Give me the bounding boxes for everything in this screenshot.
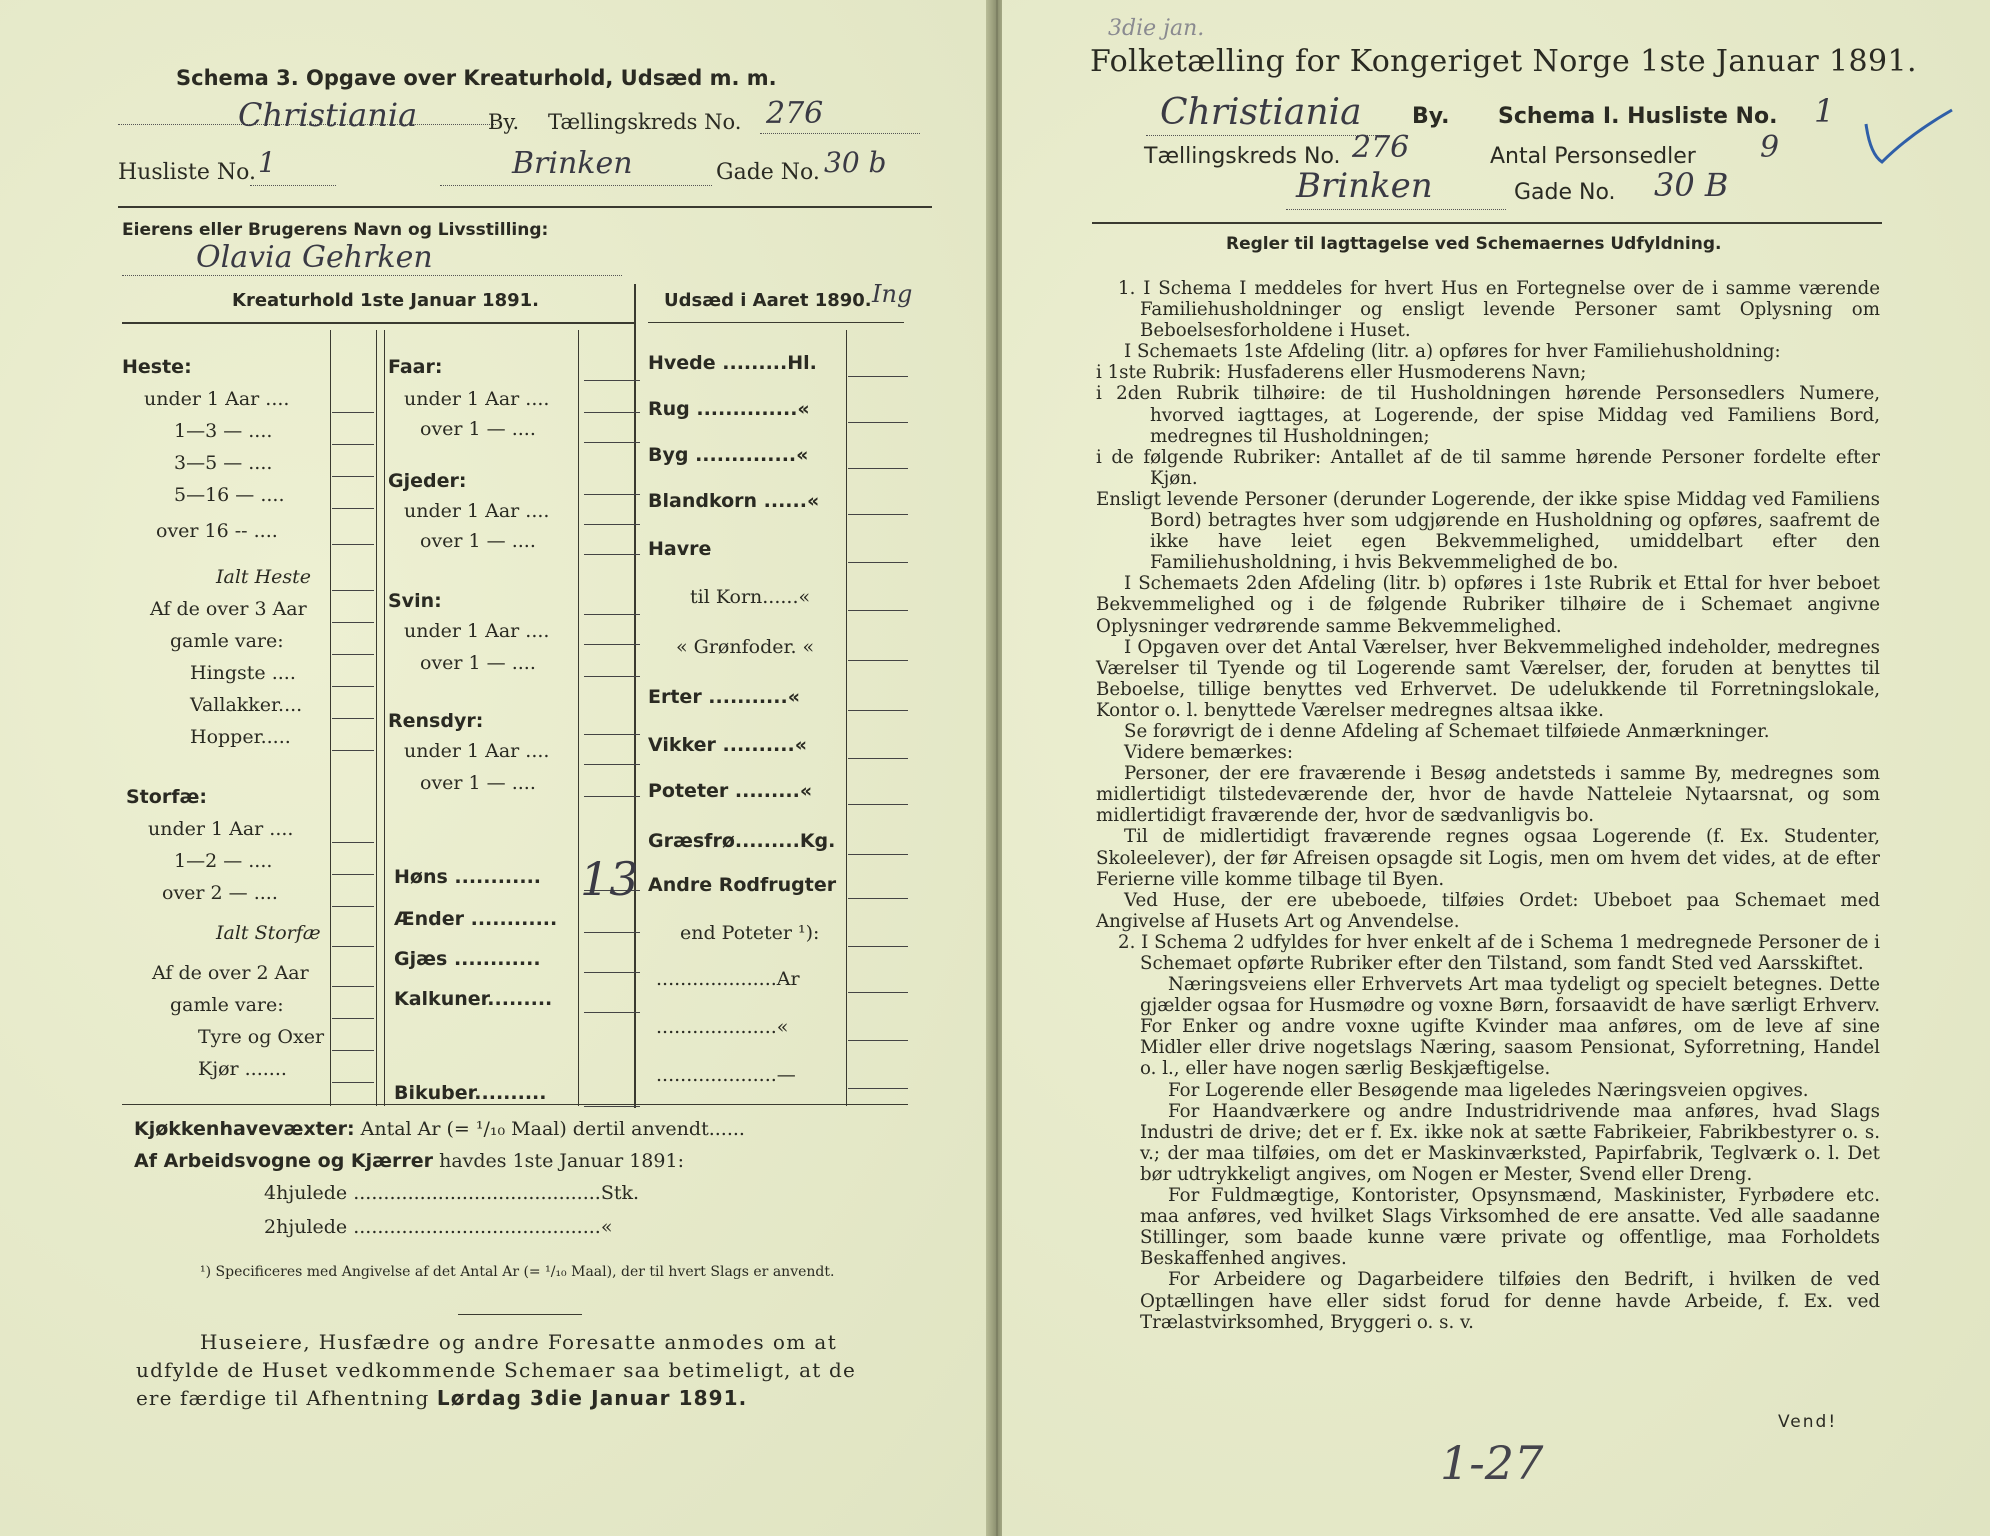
section-divider <box>634 284 636 1108</box>
rule-1b: i 1ste Rubrik: Husfaderens eller Husmoderens Navn; <box>1096 362 1587 384</box>
seed-rule <box>648 322 904 323</box>
col2-row-0: Faar: <box>388 356 443 378</box>
col1-entry-line-6 <box>332 590 374 591</box>
livestock-rule <box>122 322 634 324</box>
col3-entry-line-3 <box>848 514 908 515</box>
rule-1d: i de følgende Rubriker: Antallet af de til samme hørende Personer fordelte efter Kjøn. <box>1096 446 1880 489</box>
col1-row-18: gamle vare: <box>170 994 284 1016</box>
rule-1: 1. I Schema I meddeles for hvert Hus en Fortegnelse over de i samme værende Familiehusholdninger og ensligt levende Personer samt Oplysning om Beboelsesforholdene i Huset. <box>1118 278 1880 342</box>
right-kreds-value: 276 <box>1352 130 1410 165</box>
right-by-line <box>1146 134 1386 136</box>
bottom-pencil-note: 1-27 <box>1440 1436 1544 1490</box>
right-schema-label: Schema I. Husliste No. <box>1498 104 1778 129</box>
col3-row-5: til Korn......« <box>690 586 811 608</box>
rule-2e: For Arbeidere og Dagarbeidere tilføies den Bedrift, i hvilken de ved Optællingen have eller sidst forud for denne havde Arbeide, f. Ex. ved Trælastvirksomhed, Bryggeri o. s. v. <box>1140 1269 1880 1333</box>
col1-vline-a <box>330 330 331 1106</box>
col3-row-4: Havre <box>648 538 712 560</box>
vend-label: Vend! <box>1778 1412 1838 1432</box>
col2-entry-line-2 <box>584 442 640 443</box>
header-rule <box>118 206 932 208</box>
col3-entry-line-8 <box>848 758 908 759</box>
right-title: Folketælling for Kongeriget Norge 1ste Januar 1891. <box>1090 44 1917 79</box>
col1-entry-line-7 <box>332 622 374 623</box>
col2-row-5: over 1 — .... <box>420 530 536 552</box>
col1-entry-line-3 <box>332 476 374 477</box>
rules-title: Regler til Iagttagelse ved Schemaernes Udfyldning. <box>1226 234 1722 254</box>
col1-entry-line-2 <box>332 444 374 445</box>
col2-entry-line-8 <box>584 676 640 677</box>
left-gade-no-value: 30 b <box>824 146 887 179</box>
col2-row-3: Gjeder: <box>388 470 467 492</box>
kitchen-label: Kjøkkenhavevæxter: <box>134 1118 355 1140</box>
right-gade-line <box>1286 208 1506 210</box>
col3-entry-line-12 <box>848 946 908 947</box>
col1-entry-line-1 <box>332 412 374 413</box>
rule-2: 2. I Schema 2 udfyldes for hver enkelt af de i Schema 1 medregnede Personer de i Schemaet opførte Rubriker efter den Tilstand, som fandt Sted ved Aarsskiftet. <box>1118 931 1880 974</box>
owner-value: Olavia Gehrken <box>196 240 433 275</box>
col1-entry-line-9 <box>332 686 374 687</box>
checkmark-icon <box>1860 104 1956 168</box>
col2-entry-line-11 <box>584 796 640 797</box>
right-header-rule <box>1092 222 1882 224</box>
wagons-row <box>134 1150 684 1172</box>
col1-row-11: Hopper..... <box>190 726 291 748</box>
right-personsedler-label: Antal Personsedler <box>1490 144 1696 169</box>
left-kreds-label: Tællingskreds No. <box>548 110 742 134</box>
col3-entry-line-5 <box>848 610 908 611</box>
col1-row-2: 1—3 — .... <box>174 420 273 442</box>
col1-row-15: over 2 — .... <box>162 882 278 904</box>
col1-entry-line-4 <box>332 508 374 509</box>
col2-row-1: under 1 Aar .... <box>404 388 550 410</box>
col3-entry-line-0 <box>848 376 908 377</box>
col2-entry-line-0 <box>584 380 640 381</box>
rule-1f: I Schemaets 2den Afdeling (litr. b) opføres i 1ste Rubrik et Ettal for hver beboet Bekvemmelighed og i de følgende Rubriker tilhøire de i Schemaet angivne Oplysninger vedrørende samme Bekvemmelighed. <box>1096 573 1880 637</box>
col1-entry-line-11 <box>332 750 374 751</box>
seed-header: Udsæd i Aaret 1890. <box>664 290 872 311</box>
col1-entry-line-18 <box>332 1018 374 1019</box>
col2-entry-line-9 <box>584 734 640 735</box>
hens-count: 13 <box>580 852 639 906</box>
four-wheel-row: 4hjulede .........................................Stk. <box>264 1182 640 1204</box>
right-gade-value: Brinken <box>1296 166 1433 206</box>
col3-row-14: ....................« <box>656 1016 789 1038</box>
col2-entry-line-16 <box>584 1106 640 1107</box>
rule-1i: Videre bemærkes: <box>1124 742 1293 764</box>
col1-row-20: Kjør ....... <box>198 1058 287 1080</box>
col2-row-7: under 1 Aar .... <box>404 620 550 642</box>
kitchen-row <box>134 1118 745 1140</box>
rule-1a: I Schemaets 1ste Afdeling (litr. a) opføres for hver Familiehusholdning: <box>1124 341 1781 363</box>
col1-row-10: Vallakker.... <box>190 694 303 716</box>
col1-row-14: 1—2 — .... <box>174 850 273 872</box>
col1-vline-b <box>376 330 377 1106</box>
col1-entry-line-19 <box>332 1050 374 1051</box>
col3-row-11: Andre Rodfrugter <box>648 874 837 896</box>
rule-1c: i 2den Rubrik tilhøire: de til Husholdningen hørende Personsedlers Numere, hvorved iagttages, at Logerende, der spise Middag ved Familiens Bord, medregnes til Husholdningen; <box>1096 383 1880 447</box>
col1-row-9: Hingste .... <box>190 662 296 684</box>
col3-row-7: Erter ...........« <box>648 686 800 708</box>
col3-entry-line-1 <box>848 422 908 423</box>
col2-vline-b <box>578 330 579 1106</box>
closing-line-2: udfylde de Huset vedkommende Schemaer saa betimeligt, at de <box>136 1358 857 1382</box>
col2-row-4: under 1 Aar .... <box>404 500 550 522</box>
wagons-text: havdes 1ste Januar 1891: <box>439 1150 684 1172</box>
col1-entry-line-16 <box>332 946 374 947</box>
rule-1h: Se forøvrigt de i denne Afdeling af Schemaet tilføiede Anmærkninger. <box>1124 720 1770 742</box>
left-kreds-value: 276 <box>766 96 824 131</box>
col1-entry-line-14 <box>332 874 374 875</box>
col3-row-6: « Grønfoder. « <box>676 636 815 658</box>
col3-entry-line-11 <box>848 898 908 899</box>
left-husliste-value: 1 <box>258 146 276 179</box>
right-kreds-label: Tællingskreds No. <box>1144 144 1341 169</box>
right-gade-label: Gade No. <box>1514 180 1616 205</box>
col1-entry-line-20 <box>332 1082 374 1083</box>
col3-row-12: end Poteter ¹): <box>680 922 820 944</box>
col1-entry-line-13 <box>332 842 374 843</box>
col3-row-13: ....................Ar <box>656 968 800 990</box>
owner-line <box>122 274 622 276</box>
right-gade-no-value: 30 B <box>1654 166 1729 204</box>
closing-line-3a: ere færdige til Afhentning <box>136 1386 430 1410</box>
closing-line-3 <box>136 1386 747 1410</box>
col1-row-12: Storfæ: <box>126 786 207 808</box>
col3-entry-line-7 <box>848 710 908 711</box>
left-husliste-label: Husliste No. <box>118 160 256 185</box>
left-gade-label: Gade No. <box>716 160 820 185</box>
col1-row-8: gamle vare: <box>170 630 284 652</box>
col1-row-19: Tyre og Oxer <box>198 1026 325 1048</box>
col2-row-16: Bikuber.......... <box>394 1082 547 1104</box>
col1-row-7: Af de over 3 Aar <box>150 598 307 620</box>
col1-row-17: Af de over 2 Aar <box>152 962 309 984</box>
col3-entry-line-10 <box>848 854 908 855</box>
wagons-label: Af Arbeidsvogne og Kjærrer <box>134 1150 434 1172</box>
col3-entry-line-15 <box>848 1088 908 1089</box>
col3-row-3: Blandkorn ......« <box>648 490 820 512</box>
col3-row-15: ....................— <box>656 1064 796 1086</box>
col1-row-4: 5—16 — .... <box>174 484 285 506</box>
col2-row-9: Rensdyr: <box>388 710 484 732</box>
closing-line-3b: Lørdag 3die Januar 1891. <box>436 1386 748 1410</box>
livestock-header: Kreaturhold 1ste Januar 1891. <box>232 290 539 311</box>
col2-vline-a <box>384 330 385 1106</box>
col2-entry-line-10 <box>584 764 640 765</box>
left-title: Schema 3. Opgave over Kreaturhold, Udsæd m. m. <box>176 66 777 90</box>
col2-row-6: Svin: <box>388 590 442 612</box>
col2-row-2: over 1 — .... <box>420 418 536 440</box>
col3-row-0: Hvede .........Hl. <box>648 352 817 374</box>
col2-row-10: under 1 Aar .... <box>404 740 550 762</box>
footnote: ¹) Specificeres med Angivelse af det Antal Ar (= ¹/₁₀ Maal), der til hvert Slags er anvendt. <box>200 1264 835 1280</box>
left-by-value: Christiania <box>238 96 418 134</box>
col2-entry-line-14 <box>584 972 640 973</box>
rule-1g: I Opgaven over det Antal Værelser, hver Bekvemmelighed indeholder, medregnes Værelser til Tyende og til Logerende samt Værelser, der, foruden at benyttes til Beboelse, tillige benyttes ved Erhvervet. De udelukkende til Forretningslokale, Kontor o. l. benyttede Værelser medregnes altsaa ikke. <box>1096 636 1880 721</box>
pencil-date-note: 3die jan. <box>1108 16 1205 41</box>
rule-1k: Til de midlertidigt fraværende regnes ogsaa Logerende (f. Ex. Studenter, Skoleelever), der før Afreisen opsagde sit Logis, men om hvem det vides, at de efter Ferierne ville komme tilbage til Byen. <box>1096 826 1880 890</box>
col3-entry-line-4 <box>848 562 908 563</box>
col3-entry-line-13 <box>848 992 908 993</box>
col2-entry-line-13 <box>584 932 640 933</box>
col3-row-1: Rug ..............« <box>648 398 810 420</box>
col1-entry-line-8 <box>332 654 374 655</box>
col2-row-15: Kalkuner......... <box>394 988 553 1010</box>
col2-row-13: Ænder ............ <box>394 908 558 930</box>
col1-row-13: under 1 Aar .... <box>148 818 294 840</box>
right-personsedler-value: 9 <box>1760 130 1780 165</box>
col1-entry-line-17 <box>332 986 374 987</box>
col3-entry-line-6 <box>848 660 908 661</box>
col2-entry-line-15 <box>584 1012 640 1013</box>
owner-label: Eierens eller Brugerens Navn og Livsstilling: <box>122 220 549 240</box>
closing-line-1: Huseiere, Husfædre og andre Foresatte anmodes om at <box>200 1330 838 1354</box>
rule-2b: For Logerende eller Besøgende maa ligeledes Næringsveien opgives. <box>1168 1079 1809 1101</box>
kreds-line <box>760 132 920 134</box>
kitchen-text: Antal Ar (= ¹/₁₀ Maal) dertil anvendt...... <box>360 1118 745 1140</box>
col1-row-0: Heste: <box>122 356 192 378</box>
col1-row-3: 3—5 — .... <box>174 452 273 474</box>
right-husliste-value: 1 <box>1814 92 1835 130</box>
left-gade-value: Brinken <box>512 146 633 181</box>
col2-entry-line-4 <box>584 524 640 525</box>
table-bottom-rule <box>122 1104 908 1105</box>
col2-entry-line-6 <box>584 614 640 615</box>
rule-1l: Ved Huse, der ere ubeboede, tilføies Ordet: Ubeboet paa Schemaet med Angivelse af Husets Art og Anvendelse. <box>1096 889 1880 932</box>
col1-row-16: Ialt Storfæ <box>216 922 321 944</box>
col3-vline <box>846 330 847 1106</box>
col3-row-2: Byg ..............« <box>648 444 809 466</box>
col3-row-8: Vikker ..........« <box>648 734 807 756</box>
left-by-label: By. <box>488 110 520 134</box>
col3-entry-line-14 <box>848 1040 908 1041</box>
col2-row-12: Høns ............ <box>394 866 542 888</box>
seed-header-note: Ing <box>872 280 913 308</box>
col3-row-10: Græsfrø.........Kg. <box>648 830 836 852</box>
rule-2d: For Fuldmægtige, Kontorister, Opsynsmænd, Maskinister, Fyrbødere etc. maa anføres, ved hvilket Slags Virksomhed de ere ansatte. Ved alle saadanne Stillinger, som baade kunne være private og offentlige, maa Forholdets Beskaffenhed angives. <box>1140 1185 1880 1270</box>
col3-row-9: Poteter .........« <box>648 780 813 802</box>
col1-entry-line-15 <box>332 906 374 907</box>
col2-row-11: over 1 — .... <box>420 772 536 794</box>
col2-entry-line-5 <box>584 554 640 555</box>
col2-row-8: over 1 — .... <box>420 652 536 674</box>
col3-entry-line-9 <box>848 804 908 805</box>
two-wheel-row: 2hjulede .........................................« <box>264 1216 613 1238</box>
col1-row-1: under 1 Aar .... <box>144 388 290 410</box>
rule-2a: Næringsveiens eller Erhvervets Art maa tydeligt og specielt betegnes. Dette gjælder ogsaa for Husmødre og voxne Børn, forsaavidt de have særligt Erhverv. For Enker og andre voxne ugifte Kvinder maa anføres, om de leve af sine Midler eller drive nogetslags Næring, saasom Pensionat, Syforretning, Handel o. l., eller have nogen særlig Beskjæftigelse. <box>1140 974 1880 1080</box>
right-by-label: By. <box>1412 104 1450 129</box>
rules-text <box>1096 278 1880 1333</box>
col1-row-5: over 16 -- .... <box>156 520 278 542</box>
col2-entry-line-7 <box>584 644 640 645</box>
col2-entry-line-1 <box>584 412 640 413</box>
husliste-line <box>250 184 336 186</box>
footnote-divider <box>458 1314 582 1315</box>
col1-entry-line-10 <box>332 718 374 719</box>
gade-line <box>440 184 712 186</box>
col1-row-6: Ialt Heste <box>216 566 312 588</box>
rule-1e: Ensligt levende Personer (derunder Logerende, der ikke spise Middag ved Familiens Bord) betragtes hver som udgjørende en Husholdning og opføres, saafremt de ikke have leiet egen Bekvemmelighed, umiddelbart efter den Familiehusholdning, i hvis Bekvemmelighed de bo. <box>1096 488 1880 574</box>
rule-2c: For Haandværkere og andre Industridrivende maa anføres, hvad Slags Industri de drive; det er f. Ex. ikke nok at sætte Fabrikeier, Fabrikbestyrer o. s. v.; der maa tilføies, om det er Maskinværksted, Papirfabrik, Teglværk o. l. Det bør udtrykkeligt angives, om Nogen er Mester, Svend eller Dreng. <box>1140 1100 1880 1185</box>
right-by-value: Christiania <box>1160 92 1362 133</box>
col3-entry-line-2 <box>848 468 908 469</box>
col2-row-14: Gjæs ............ <box>394 948 541 970</box>
rule-1j: Personer, der ere fraværende i Besøg andetsteds i samme By, medregnes som midlertidigt tilstedeværende der, hvor de havde Natteleie Nytaarsnat, og som midlertidigt fraværende der, hvor de sædvanligvis bo. <box>1096 763 1880 827</box>
col1-entry-line-5 <box>332 544 374 545</box>
col2-entry-line-3 <box>584 494 640 495</box>
